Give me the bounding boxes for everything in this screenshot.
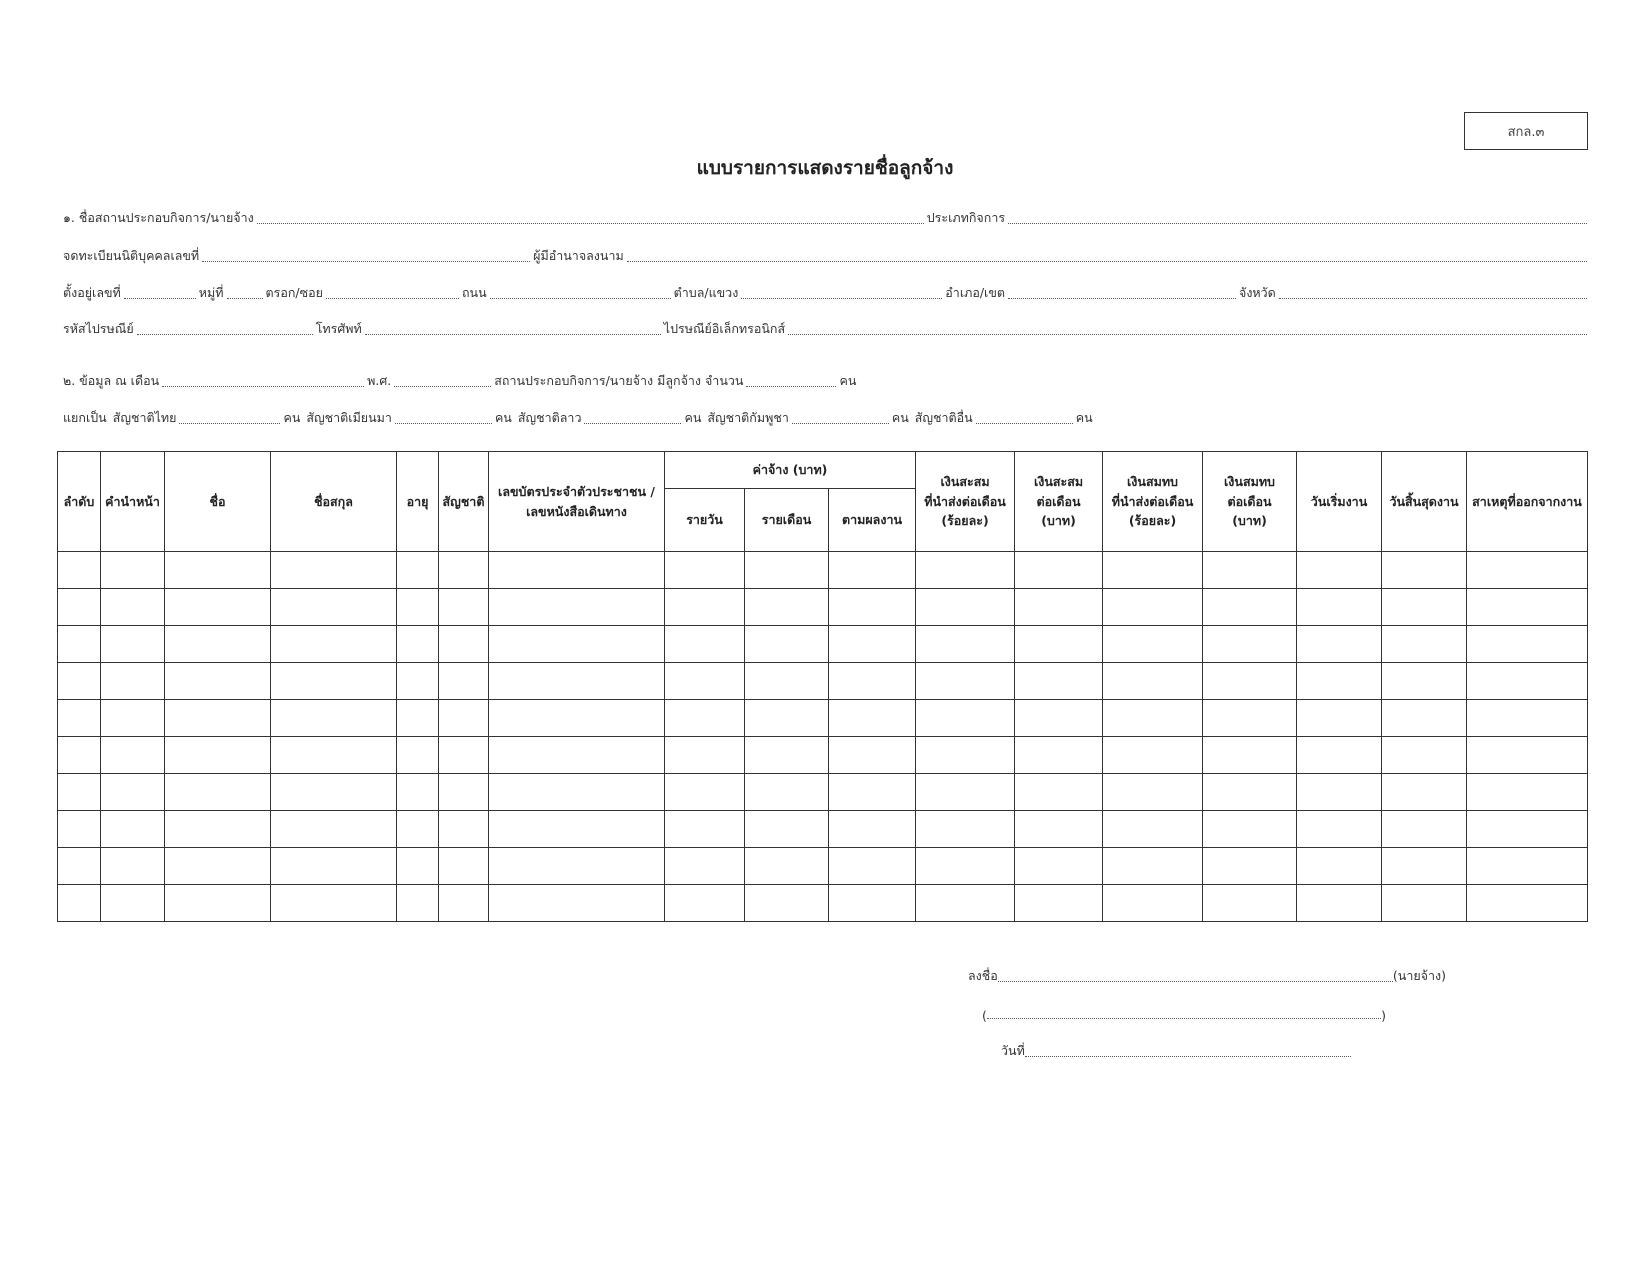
- paren-close: ): [1381, 1008, 1386, 1023]
- table-cell[interactable]: [745, 626, 829, 663]
- table-cell[interactable]: [1015, 737, 1103, 774]
- table-cell[interactable]: [1382, 848, 1467, 885]
- table-cell[interactable]: [1103, 737, 1203, 774]
- thai-label: สัญชาติไทย: [112, 410, 177, 425]
- sign-date-field[interactable]: [1025, 1052, 1351, 1057]
- col-contrib-baht-3: (บาท): [1232, 513, 1267, 529]
- table-cell[interactable]: [665, 811, 745, 848]
- table-cell[interactable]: [1467, 848, 1588, 885]
- other-count-field[interactable]: [976, 419, 1073, 424]
- table-cell[interactable]: [1467, 774, 1588, 811]
- table-cell[interactable]: [916, 626, 1015, 663]
- table-cell[interactable]: [916, 811, 1015, 848]
- soi-label: ตรอก/ซอย: [265, 285, 323, 300]
- authorized-signer-label: ผู้มีอำนาจลงนาม: [533, 248, 624, 263]
- split-label: แยกเป็น: [63, 410, 107, 425]
- table-cell[interactable]: [165, 700, 271, 737]
- table-cell[interactable]: [1382, 811, 1467, 848]
- col-accum-pct-1: เงินสะสม: [940, 474, 990, 490]
- table-cell[interactable]: [916, 737, 1015, 774]
- myanmar-count-field[interactable]: [395, 419, 492, 424]
- col-prefix: คำนำหน้า: [101, 452, 165, 552]
- form-code-box: [1464, 112, 1588, 150]
- cambodian-unit: คน: [891, 410, 909, 425]
- signature-field[interactable]: [998, 977, 1393, 982]
- table-cell[interactable]: [916, 663, 1015, 700]
- table-cell[interactable]: [165, 663, 271, 700]
- date-label: วันที่: [1001, 1043, 1025, 1058]
- lao-label: สัญชาติลาว: [517, 410, 582, 425]
- page-title: แบบรายการแสดงรายชื่อลูกจ้าง: [696, 157, 954, 179]
- table-cell[interactable]: [665, 737, 745, 774]
- table-cell[interactable]: [397, 848, 439, 885]
- table-row: [58, 774, 1588, 811]
- table-cell[interactable]: [1382, 663, 1467, 700]
- table-cell[interactable]: [1015, 589, 1103, 626]
- as-of-month-field[interactable]: [162, 382, 364, 387]
- table-cell[interactable]: [916, 700, 1015, 737]
- contact-row: [60, 319, 1587, 339]
- myanmar-label: สัญชาติเมียนมา: [306, 410, 392, 425]
- table-cell[interactable]: [58, 737, 101, 774]
- col-contrib-baht: [1203, 452, 1297, 552]
- col-accum-baht-3: (บาท): [1041, 513, 1076, 529]
- table-row: [58, 663, 1588, 700]
- address-no-label: ตั้งอยู่เลขที่: [63, 285, 121, 300]
- table-cell[interactable]: [1382, 700, 1467, 737]
- table-cell[interactable]: [1297, 774, 1382, 811]
- table-cell[interactable]: [1203, 589, 1297, 626]
- table-cell[interactable]: [1015, 885, 1103, 922]
- lao-unit: คน: [684, 410, 702, 425]
- table-row: [58, 737, 1588, 774]
- col-contrib-baht-2: ต่อเดือน: [1227, 493, 1272, 509]
- as-of-month-label: ๒. ข้อมูล ณ เดือน: [63, 373, 160, 388]
- table-cell[interactable]: [489, 774, 665, 811]
- table-cell[interactable]: [165, 811, 271, 848]
- table-cell[interactable]: [271, 663, 397, 700]
- col-contrib-pct-1: เงินสมทบ: [1127, 474, 1178, 490]
- table-cell[interactable]: [271, 700, 397, 737]
- cambodian-count-field[interactable]: [792, 419, 889, 424]
- table-cell[interactable]: [397, 737, 439, 774]
- cambodian-label: สัญชาติกัมพูชา: [707, 410, 789, 425]
- subdistrict-label: ตำบล/แขวง: [673, 285, 739, 300]
- table-cell[interactable]: [665, 848, 745, 885]
- table-cell[interactable]: [397, 885, 439, 922]
- table-cell[interactable]: [165, 737, 271, 774]
- table-cell[interactable]: [58, 626, 101, 663]
- col-accum-pct: [916, 452, 1015, 552]
- col-contrib-pct-2: ที่นำส่งต่อเดือน: [1111, 493, 1194, 509]
- table-cell[interactable]: [745, 811, 829, 848]
- sign-label: ลงชื่อ: [968, 968, 998, 983]
- paren-open: (: [982, 1008, 987, 1023]
- table-row: [58, 700, 1588, 737]
- table-cell[interactable]: [665, 552, 745, 589]
- district-label: อำเภอ/เขต: [945, 285, 1005, 300]
- table-cell[interactable]: [1203, 663, 1297, 700]
- table-cell[interactable]: [101, 848, 165, 885]
- table-cell[interactable]: [165, 589, 271, 626]
- table-cell[interactable]: [1103, 848, 1203, 885]
- subdistrict-field[interactable]: [741, 294, 942, 299]
- table-cell[interactable]: [1382, 589, 1467, 626]
- table-cell[interactable]: [101, 885, 165, 922]
- employee-count-field[interactable]: [746, 382, 836, 387]
- table-cell[interactable]: [58, 811, 101, 848]
- table-cell[interactable]: [489, 885, 665, 922]
- table-cell[interactable]: [1015, 663, 1103, 700]
- postal-code-label: รหัสไปรษณีย์: [63, 321, 134, 336]
- col-accum-baht-2: ต่อเดือน: [1036, 493, 1081, 509]
- table-cell[interactable]: [1015, 848, 1103, 885]
- table-cell[interactable]: [165, 885, 271, 922]
- table-cell[interactable]: [439, 774, 489, 811]
- authorized-signer-field[interactable]: [627, 257, 1587, 262]
- col-id-line2: เลขหนังสือเดินทาง: [526, 503, 627, 519]
- table-cell[interactable]: [665, 774, 745, 811]
- road-label: ถนน: [461, 285, 487, 300]
- table-cell[interactable]: [745, 589, 829, 626]
- table-cell[interactable]: [489, 663, 665, 700]
- as-of-row: [60, 371, 880, 391]
- col-no: ลำดับ: [58, 452, 101, 552]
- col-name: ชื่อ: [165, 452, 271, 552]
- table-cell[interactable]: [1203, 700, 1297, 737]
- table-cell[interactable]: [1297, 552, 1382, 589]
- employee-table: [57, 451, 1588, 922]
- table-cell[interactable]: [1203, 885, 1297, 922]
- table-cell[interactable]: [1015, 700, 1103, 737]
- table-cell[interactable]: [1297, 737, 1382, 774]
- table-cell[interactable]: [829, 663, 916, 700]
- table-cell[interactable]: [1297, 663, 1382, 700]
- road-field[interactable]: [490, 294, 671, 299]
- registration-no-label: จดทะเบียนนิติบุคคลเลขที่: [63, 248, 200, 263]
- table-cell[interactable]: [165, 848, 271, 885]
- table-cell[interactable]: [439, 552, 489, 589]
- col-accum-pct-3: (ร้อยละ): [941, 513, 989, 529]
- table-cell[interactable]: [1203, 848, 1297, 885]
- table-cell[interactable]: [829, 774, 916, 811]
- form-code-label: สกล.๓: [1507, 124, 1545, 140]
- postal-code-field[interactable]: [137, 330, 313, 335]
- table-cell[interactable]: [1382, 885, 1467, 922]
- col-end-date: วันสิ้นสุดงาน: [1382, 452, 1467, 552]
- table-cell[interactable]: [439, 737, 489, 774]
- moo-field[interactable]: [227, 294, 263, 299]
- table-cell[interactable]: [271, 626, 397, 663]
- table-cell[interactable]: [101, 737, 165, 774]
- table-cell[interactable]: [489, 848, 665, 885]
- col-wage-daily: รายวัน: [665, 489, 745, 552]
- business-type-field[interactable]: [1008, 219, 1587, 224]
- lao-count-field[interactable]: [584, 419, 681, 424]
- table-cell[interactable]: [58, 885, 101, 922]
- col-accum-pct-2: ที่นำส่งต่อเดือน: [924, 493, 1006, 509]
- table-cell[interactable]: [489, 589, 665, 626]
- be-year-field[interactable]: [394, 382, 491, 387]
- table-cell[interactable]: [665, 589, 745, 626]
- table-cell[interactable]: [745, 885, 829, 922]
- sign-date-row: [1001, 1041, 1351, 1061]
- table-cell[interactable]: [665, 663, 745, 700]
- col-contrib-pct-3: (ร้อยละ): [1128, 513, 1177, 529]
- phone-label: โทรศัพท์: [315, 321, 362, 336]
- table-cell[interactable]: [1382, 774, 1467, 811]
- table-cell[interactable]: [489, 700, 665, 737]
- table-cell[interactable]: [1203, 552, 1297, 589]
- table-cell[interactable]: [101, 811, 165, 848]
- province-field[interactable]: [1279, 294, 1587, 299]
- table-cell[interactable]: [665, 885, 745, 922]
- table-cell[interactable]: [1103, 811, 1203, 848]
- table-cell[interactable]: [1467, 552, 1588, 589]
- col-contrib-pct: [1103, 452, 1203, 552]
- table-cell[interactable]: [916, 885, 1015, 922]
- table-cell[interactable]: [397, 663, 439, 700]
- table-cell[interactable]: [745, 774, 829, 811]
- business-name-row: [60, 208, 1587, 228]
- table-cell[interactable]: [1467, 626, 1588, 663]
- table-cell[interactable]: [1103, 663, 1203, 700]
- table-cell[interactable]: [165, 552, 271, 589]
- table-cell[interactable]: [101, 663, 165, 700]
- table-cell[interactable]: [1103, 626, 1203, 663]
- table-row: [58, 626, 1588, 663]
- col-nationality: สัญชาติ: [439, 452, 489, 552]
- table-cell[interactable]: [1467, 700, 1588, 737]
- table-row: [58, 848, 1588, 885]
- soi-field[interactable]: [326, 294, 459, 299]
- table-cell[interactable]: [101, 552, 165, 589]
- col-wage-monthly: รายเดือน: [745, 489, 829, 552]
- table-cell[interactable]: [829, 848, 916, 885]
- table-cell[interactable]: [439, 811, 489, 848]
- table-cell[interactable]: [745, 663, 829, 700]
- table-row: [58, 589, 1588, 626]
- table-cell[interactable]: [916, 848, 1015, 885]
- employee-count-label: สถานประกอบกิจการ/นายจ้าง มีลูกจ้าง จำนวน: [494, 373, 744, 388]
- table-cell[interactable]: [58, 552, 101, 589]
- table-cell[interactable]: [101, 700, 165, 737]
- table-cell[interactable]: [1382, 626, 1467, 663]
- table-cell[interactable]: [101, 626, 165, 663]
- table-cell[interactable]: [271, 811, 397, 848]
- col-wage-piece: ตามผลงาน: [829, 489, 916, 552]
- col-id-number: [489, 452, 665, 552]
- table-cell[interactable]: [439, 700, 489, 737]
- moo-label: หมู่ที่: [198, 285, 224, 300]
- table-cell[interactable]: [1103, 552, 1203, 589]
- table-cell[interactable]: [1015, 626, 1103, 663]
- table-cell[interactable]: [58, 848, 101, 885]
- table-cell[interactable]: [1297, 885, 1382, 922]
- col-accum-baht-1: เงินสะสม: [1033, 474, 1084, 490]
- table-cell[interactable]: [489, 626, 665, 663]
- table-cell[interactable]: [1467, 811, 1588, 848]
- table-cell[interactable]: [916, 552, 1015, 589]
- table-cell[interactable]: [916, 774, 1015, 811]
- table-cell[interactable]: [489, 552, 665, 589]
- table-cell[interactable]: [58, 589, 101, 626]
- col-accum-baht: [1015, 452, 1103, 552]
- table-cell[interactable]: [271, 774, 397, 811]
- table-cell[interactable]: [1297, 811, 1382, 848]
- table-cell[interactable]: [1467, 589, 1588, 626]
- table-cell[interactable]: [397, 552, 439, 589]
- table-cell[interactable]: [745, 848, 829, 885]
- table-cell[interactable]: [1467, 737, 1588, 774]
- table-cell[interactable]: [271, 885, 397, 922]
- col-start-date: วันเริ่มงาน: [1297, 452, 1382, 552]
- table-cell[interactable]: [829, 737, 916, 774]
- district-field[interactable]: [1008, 294, 1236, 299]
- table-cell[interactable]: [397, 589, 439, 626]
- table-cell[interactable]: [1467, 885, 1588, 922]
- address-row: [60, 283, 1587, 303]
- table-row: [58, 885, 1588, 922]
- nationality-breakdown-row: [60, 408, 1093, 428]
- table-cell[interactable]: [58, 663, 101, 700]
- table-row: [58, 811, 1588, 848]
- employee-table-body: [58, 552, 1588, 922]
- table-cell[interactable]: [1015, 774, 1103, 811]
- col-age: อายุ: [397, 452, 439, 552]
- table-cell[interactable]: [745, 737, 829, 774]
- myanmar-unit: คน: [494, 410, 512, 425]
- table-cell[interactable]: [439, 589, 489, 626]
- table-cell[interactable]: [1103, 589, 1203, 626]
- employee-unit-label: คน: [839, 373, 857, 388]
- province-label: จังหวัด: [1239, 285, 1276, 300]
- table-cell[interactable]: [1382, 552, 1467, 589]
- table-cell[interactable]: [439, 885, 489, 922]
- signer-name-row: [982, 1003, 1386, 1023]
- other-unit: คน: [1075, 410, 1093, 425]
- phone-field[interactable]: [365, 330, 661, 335]
- table-cell[interactable]: [165, 774, 271, 811]
- table-cell[interactable]: [1203, 811, 1297, 848]
- signature-row: [968, 966, 1446, 986]
- table-cell[interactable]: [271, 589, 397, 626]
- col-contrib-baht-1: เงินสมทบ: [1224, 474, 1275, 490]
- table-cell[interactable]: [271, 737, 397, 774]
- table-cell[interactable]: [1203, 626, 1297, 663]
- table-cell[interactable]: [829, 589, 916, 626]
- email-field[interactable]: [788, 330, 1587, 335]
- business-type-label: ประเภทกิจการ: [926, 210, 1006, 225]
- table-cell[interactable]: [101, 774, 165, 811]
- table-cell[interactable]: [1297, 626, 1382, 663]
- table-row: [58, 552, 1588, 589]
- col-leave-reason: สาเหตุที่ออกจากงาน: [1467, 452, 1588, 552]
- col-surname: ชื่อสกุล: [271, 452, 397, 552]
- table-cell[interactable]: [665, 626, 745, 663]
- table-cell[interactable]: [489, 737, 665, 774]
- table-cell[interactable]: [1103, 774, 1203, 811]
- table-cell[interactable]: [829, 700, 916, 737]
- table-cell[interactable]: [1103, 700, 1203, 737]
- email-label: ไปรษณีย์อิเล็กทรอนิกส์: [663, 321, 786, 336]
- table-cell[interactable]: [1203, 737, 1297, 774]
- registration-no-field[interactable]: [202, 257, 530, 262]
- business-name-label: ๑. ชื่อสถานประกอบกิจการ/นายจ้าง: [63, 210, 254, 225]
- table-cell[interactable]: [271, 848, 397, 885]
- other-label: สัญชาติอื่น: [914, 410, 973, 425]
- table-cell[interactable]: [1015, 811, 1103, 848]
- table-cell[interactable]: [1203, 774, 1297, 811]
- table-cell[interactable]: [397, 700, 439, 737]
- table-cell[interactable]: [489, 811, 665, 848]
- business-name-field[interactable]: [257, 219, 924, 224]
- registration-row: [60, 246, 1587, 266]
- table-cell[interactable]: [829, 626, 916, 663]
- table-cell[interactable]: [1467, 663, 1588, 700]
- table-cell[interactable]: [1015, 552, 1103, 589]
- col-wage: ค่าจ้าง (บาท): [665, 452, 916, 489]
- table-cell[interactable]: [1382, 737, 1467, 774]
- table-cell[interactable]: [271, 552, 397, 589]
- be-year-label: พ.ศ.: [367, 373, 392, 388]
- table-cell[interactable]: [1297, 589, 1382, 626]
- table-cell[interactable]: [397, 626, 439, 663]
- table-cell[interactable]: [439, 848, 489, 885]
- table-cell[interactable]: [665, 700, 745, 737]
- table-cell[interactable]: [165, 626, 271, 663]
- table-cell[interactable]: [745, 552, 829, 589]
- col-id-line1: เลขบัตรประจำตัวประชาชน /: [498, 484, 655, 500]
- table-cell[interactable]: [829, 811, 916, 848]
- address-no-field[interactable]: [124, 294, 196, 299]
- table-cell[interactable]: [1297, 700, 1382, 737]
- table-cell[interactable]: [58, 700, 101, 737]
- table-cell[interactable]: [1297, 848, 1382, 885]
- thai-count-field[interactable]: [179, 419, 280, 424]
- table-cell[interactable]: [397, 774, 439, 811]
- thai-unit: คน: [283, 410, 301, 425]
- table-cell[interactable]: [439, 663, 489, 700]
- table-cell[interactable]: [439, 626, 489, 663]
- signer-name-field[interactable]: [987, 1014, 1381, 1019]
- table-cell[interactable]: [1103, 885, 1203, 922]
- table-cell[interactable]: [829, 885, 916, 922]
- table-cell[interactable]: [101, 589, 165, 626]
- table-cell[interactable]: [916, 589, 1015, 626]
- table-cell[interactable]: [397, 811, 439, 848]
- table-cell[interactable]: [829, 552, 916, 589]
- table-cell[interactable]: [745, 700, 829, 737]
- table-cell[interactable]: [58, 774, 101, 811]
- signer-role-label: (นายจ้าง): [1392, 968, 1446, 983]
